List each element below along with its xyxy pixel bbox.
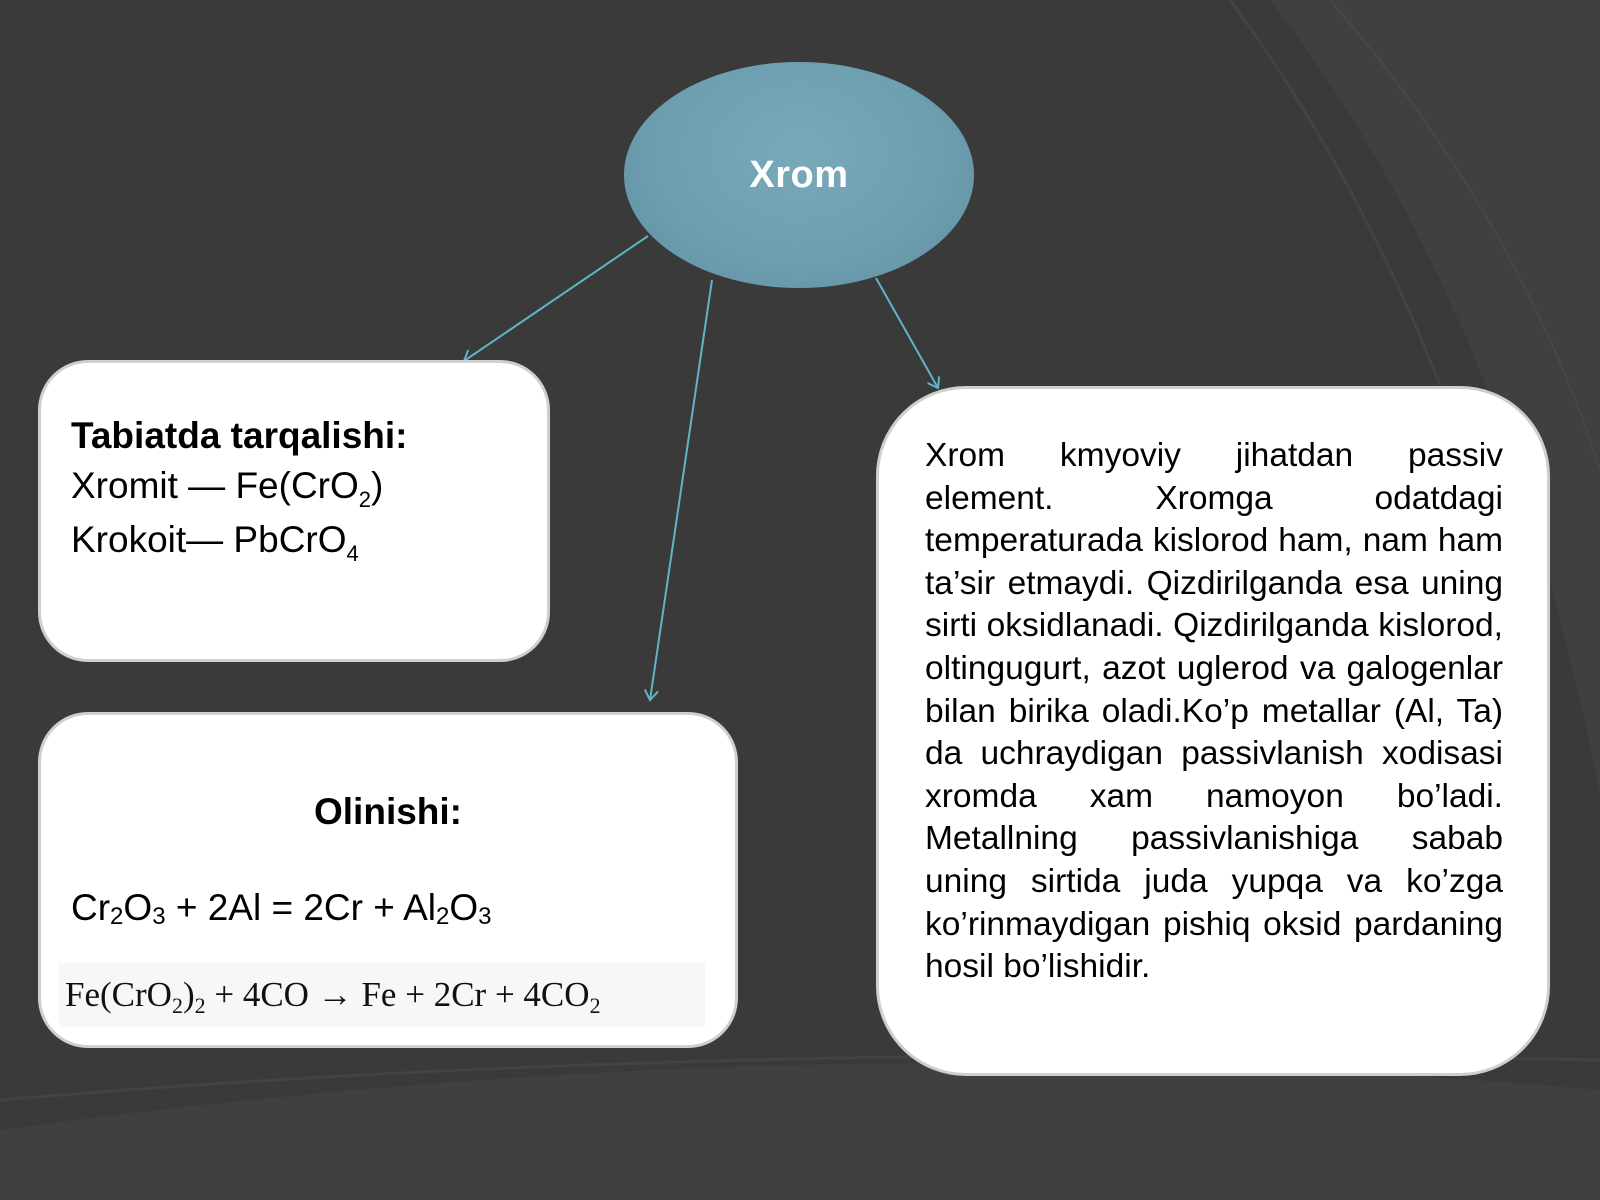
- properties-card: [876, 386, 1550, 1076]
- eq1-part: O: [123, 887, 153, 928]
- distribution-title: Tabiatda tarqalishi:: [71, 415, 408, 456]
- eq2-subscript: 2: [171, 993, 183, 1018]
- eq2-subscript: 2: [194, 993, 206, 1018]
- production-title: Olinishi:: [314, 791, 462, 832]
- eq2-part: + 4CO → Fe + 2Cr + 4CO: [205, 975, 590, 1014]
- eq2-subscript: 2: [589, 993, 601, 1018]
- production-card: [38, 712, 738, 1048]
- distribution-krokoit-line: [71, 519, 359, 566]
- production-equation-2: [65, 975, 601, 1018]
- eq1-subscript: 2: [436, 903, 450, 930]
- eq1-part: Cr: [71, 887, 111, 928]
- eq1-part: + 2Al = 2Cr + Al: [165, 887, 437, 928]
- eq2-part: ): [182, 975, 195, 1014]
- xromit-close: ): [371, 465, 384, 506]
- xromit-text: Xromit — Fe(CrO: [71, 465, 359, 506]
- eq2-part: Fe(CrO: [65, 975, 172, 1014]
- production-equation-1: [71, 887, 492, 929]
- xromit-subscript: 2: [358, 487, 372, 512]
- eq1-subscript: 3: [478, 903, 492, 930]
- center-node-label: Xrom: [749, 153, 849, 196]
- krokoit-subscript: 4: [346, 541, 359, 566]
- distribution-card: [38, 360, 550, 662]
- center-node-ellipse: [624, 62, 974, 288]
- eq1-part: O: [449, 887, 479, 928]
- production-equation-2-image: [59, 963, 705, 1027]
- krokoit-text: Krokoit— PbCrO: [71, 519, 347, 560]
- eq1-subscript: 2: [110, 903, 124, 930]
- eq1-subscript: 3: [152, 903, 166, 930]
- distribution-xromit-line: [71, 465, 384, 512]
- properties-text: Xrom kmyoviy jihatdan passiv element. Xromga odatdagi temperaturada kislorod ham, nam ham ta’sir etmaydi. Qizdirilganda esa uning sirti oksidlanadi. Qizdirilganda kislorod, oltingugurt, azot uglerod va galogenlar bilan birika oladi.Ko’p metallar (Al, Ta) da uchraydigan passivlanish xodisasi xromda xam namoyon bo’ladi. Metallning passivlanishiga sabab uning sirtida juda yupqa va ko’zga ko’rinmaydigan pishiq oksid pardaning hosil bo’lishidir.: [925, 437, 1503, 986]
